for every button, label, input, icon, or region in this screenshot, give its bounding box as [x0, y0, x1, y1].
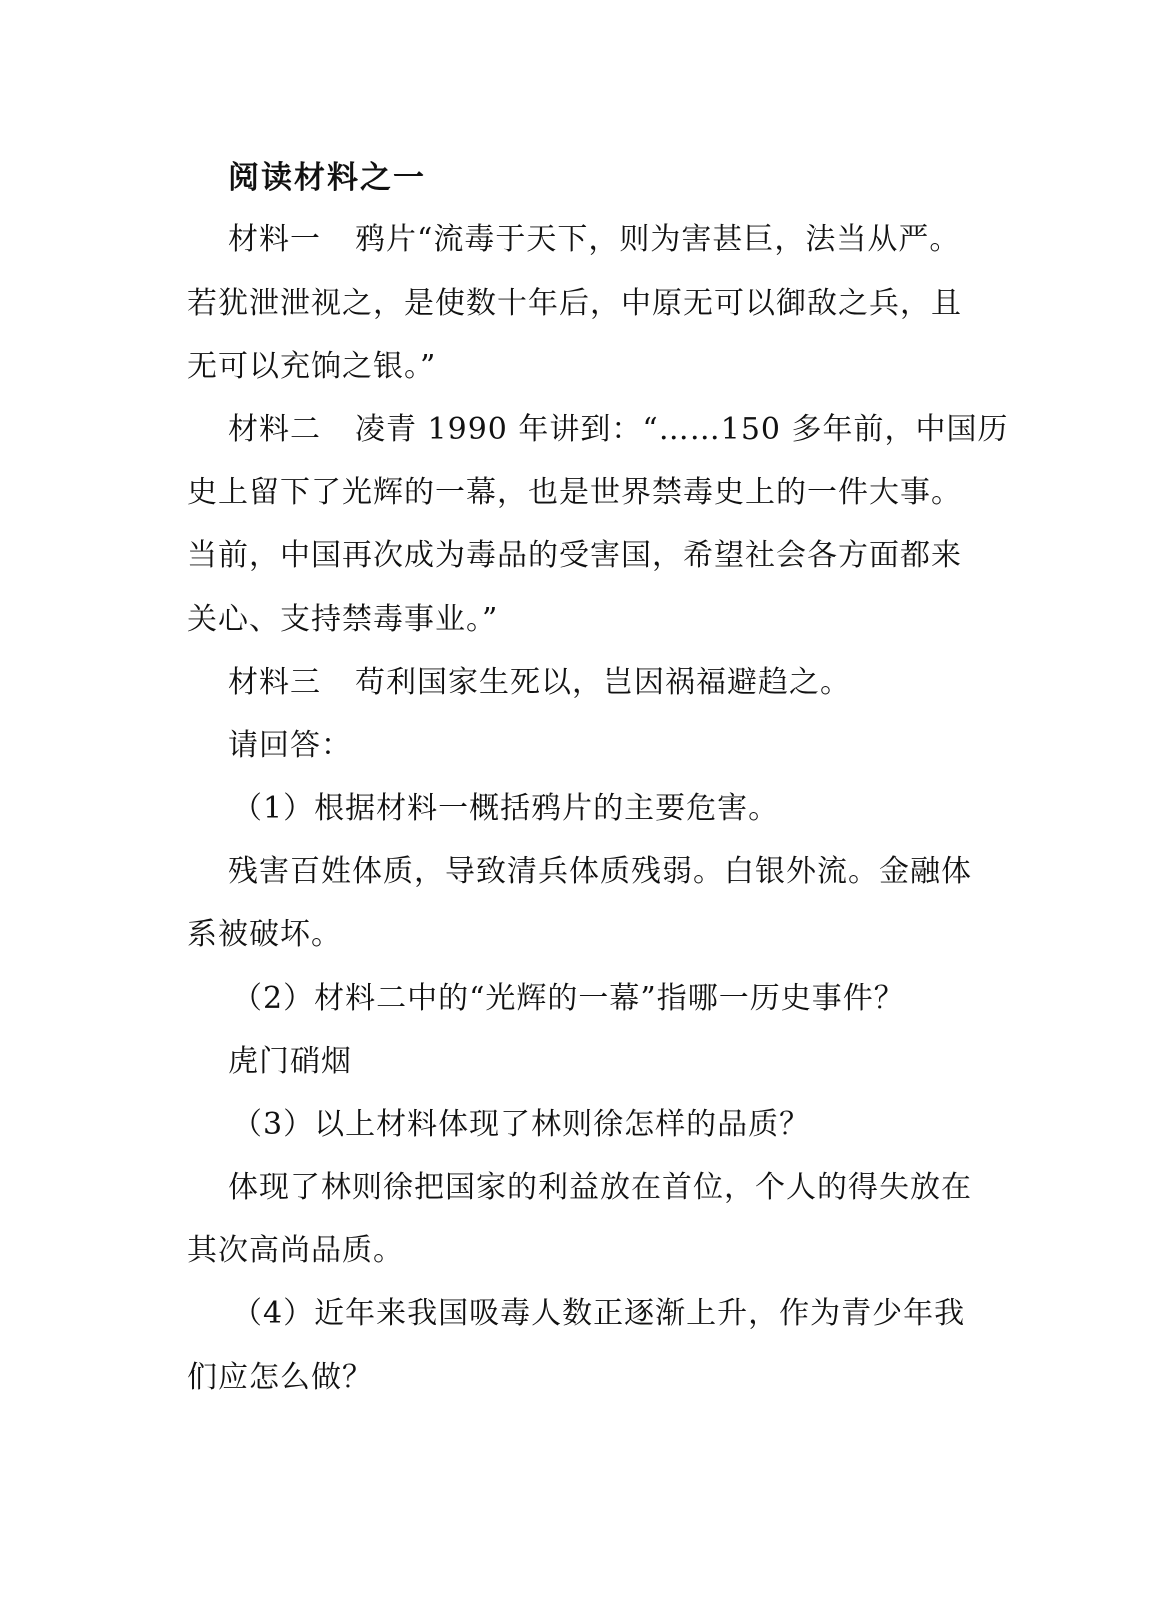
document-title: 阅读材料之一 [228, 160, 426, 196]
material-2-label: 材料二 [228, 412, 321, 447]
answer-3-line-1: 体现了林则徐把国家的利益放在首位，个人的得失放在 [228, 1170, 972, 1205]
answer-1-line-2: 系被破坏。 [187, 917, 342, 952]
question-1: （1）根据材料一概括鸦片的主要危害。 [232, 791, 780, 826]
question-4-line-1: （4）近年来我国吸毒人数正逐渐上升，作为青少年我 [232, 1296, 966, 1331]
material-1-line-1 [228, 220, 960, 260]
material-3-label: 材料三 [228, 665, 321, 700]
material-2-line-4: 关心、支持禁毒事业。” [187, 602, 499, 637]
answer-3-line-2: 其次高尚品质。 [187, 1233, 404, 1268]
material-1-line-2: 若犹泄泄视之，是使数十年后，中原无可以御敌之兵，且 [187, 286, 962, 321]
material-1-text: 鸦片“流毒于天下，则为害甚巨，法当从严。 [355, 222, 961, 257]
question-2: （2）材料二中的“光辉的一幕”指哪一历史事件？ [232, 981, 905, 1016]
material-1-label: 材料一 [228, 222, 321, 257]
material-2-line-1 [228, 410, 1009, 450]
answer-prompt: 请回答： [228, 728, 352, 763]
answer-1-line-1: 残害百姓体质，导致清兵体质残弱。白银外流。金融体 [228, 854, 972, 889]
material-2-line-2: 史上留下了光辉的一幕，也是世界禁毒史上的一件大事。 [187, 475, 962, 510]
material-3-line-1 [228, 663, 851, 703]
answer-2-line-1: 虎门硝烟 [228, 1044, 352, 1079]
material-2-text: 凌青 1990 年讲到：“……150 多年前，中国历 [355, 412, 1009, 447]
question-3: （3）以上材料体现了林则徐怎样的品质？ [232, 1107, 811, 1142]
material-1-line-3: 无可以充饷之银。” [187, 349, 437, 384]
question-4-line-2: 们应怎么做？ [187, 1360, 373, 1395]
material-2-line-3: 当前，中国再次成为毒品的受害国，希望社会各方面都来 [187, 538, 962, 573]
material-3-text: 苟利国家生死以，岂因祸福避趋之。 [355, 665, 851, 700]
